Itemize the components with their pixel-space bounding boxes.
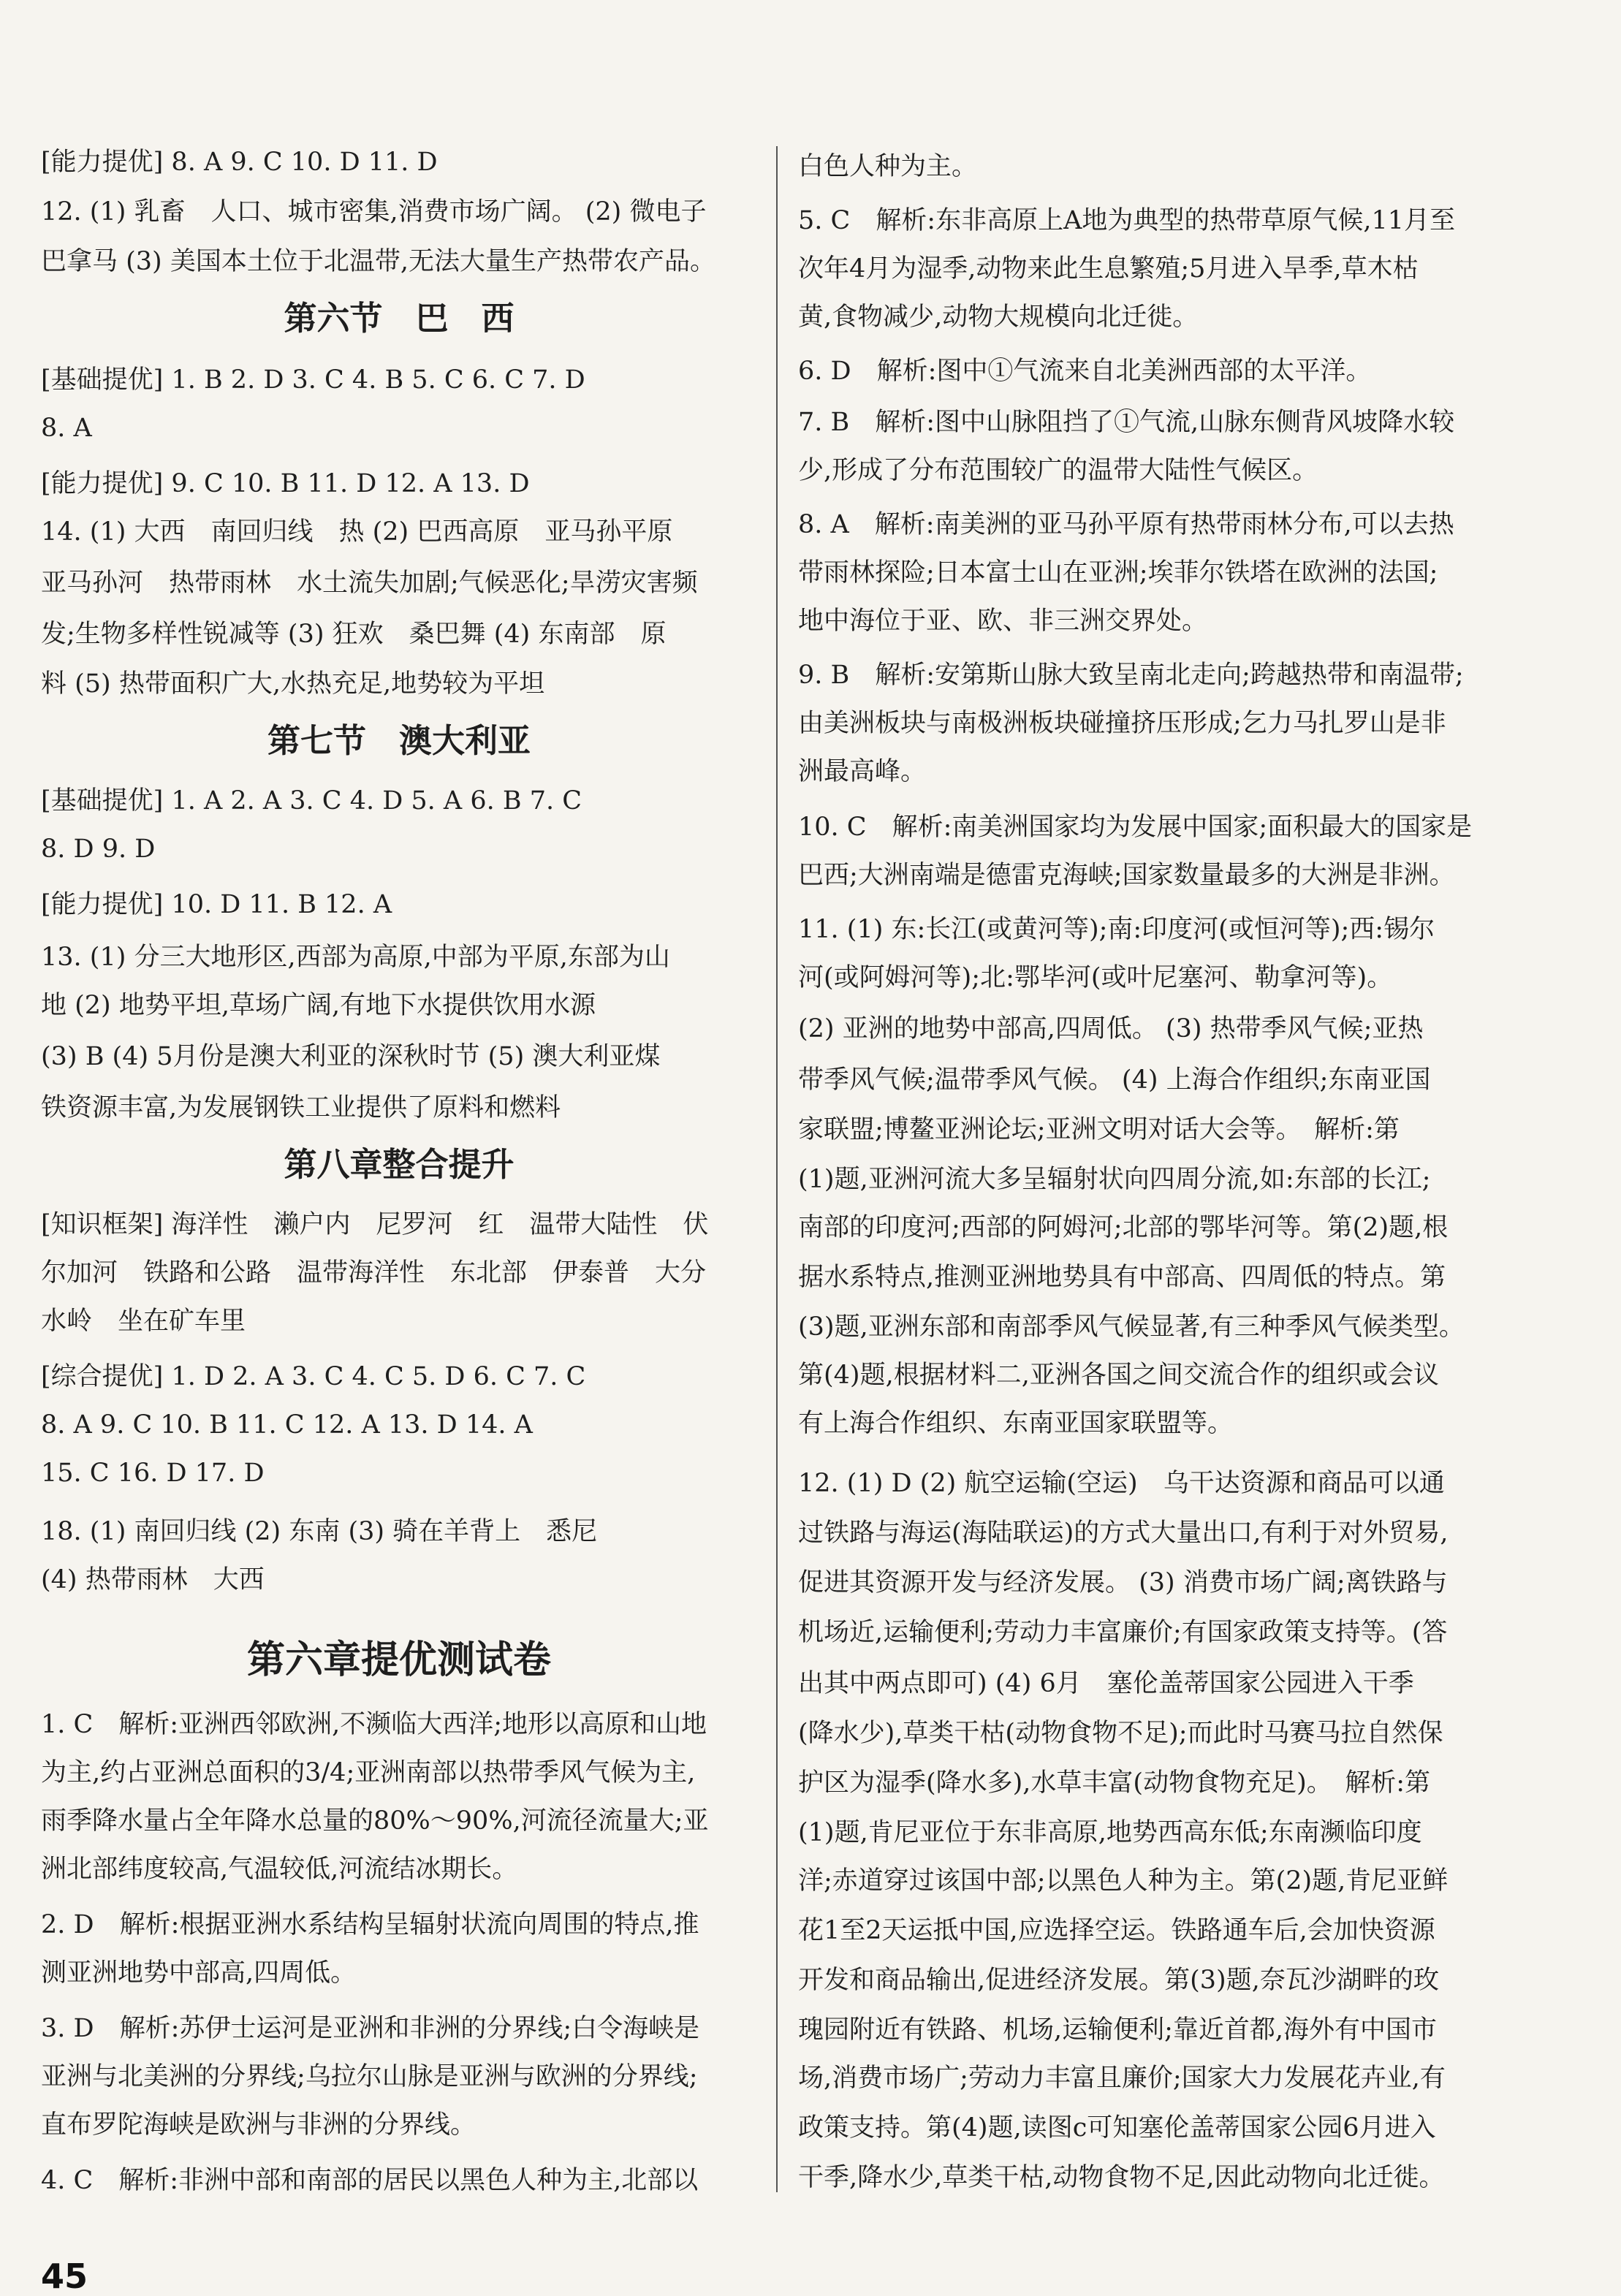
text-line: 过铁路与海运(海陆联运)的方式大量出口,有利于对外贸易, — [798, 1518, 1449, 1548]
text-line: 12. (1) 乳畜 人口、城市密集,消费市场广阔。 (2) 微电子 — [41, 197, 707, 227]
text-line: 巴拿马 (3) 美国本土位于北温带,无法大量生产热带农产品。 — [41, 247, 715, 276]
text-line: 促进其资源开发与经济发展。 (3) 消费市场广阔;离铁路与 — [798, 1568, 1448, 1597]
text-line: 发;生物多样性锐减等 (3) 狂欢 桑巴舞 (4) 东南部 原 — [41, 620, 667, 649]
text-line: 亚马孙河 热带雨林 水土流失加剧;气候恶化;旱涝灾害频 — [41, 569, 698, 598]
text-line: 带季风气候;温带季风气候。 (4) 上海合作组织;东南亚国 — [798, 1065, 1431, 1095]
text-line: 水岭 坐在矿车里 — [41, 1307, 246, 1336]
text-line: 亚洲与北美洲的分界线;乌拉尔山脉是亚洲与欧洲的分界线; — [41, 2062, 698, 2091]
text-line: 河(或阿姆河等);北:鄂毕河(或叶尼塞河、勒拿河等)。 — [798, 963, 1393, 992]
text-line: 测亚洲地势中部高,四周低。 — [41, 1958, 357, 1988]
text-line: 8. A — [41, 414, 92, 443]
text-line: (4) 热带雨林 大西 — [41, 1565, 265, 1594]
text-line: 开发和商品输出,促进经济发展。第(3)题,奈瓦沙湖畔的玫 — [798, 1966, 1439, 1995]
text-line: 次年4月为湿季,动物来此生息繁殖;5月进入旱季,草木枯 — [798, 254, 1419, 284]
column-divider — [776, 146, 778, 2192]
text-line: [基础提优] 1. A 2. A 3. C 4. D 5. A 6. B 7. C — [41, 786, 582, 816]
text-line: 9. B 解析:安第斯山脉大致呈南北走向;跨越热带和南温带; — [798, 661, 1464, 690]
text-line: (1)题,肯尼亚位于东非高原,地势西高东低;东南濒临印度 — [798, 1818, 1422, 1847]
text-line: 18. (1) 南回归线 (2) 东南 (3) 骑在羊背上 悉尼 — [41, 1517, 598, 1546]
text-line: (2) 亚洲的地势中部高,四周低。 (3) 热带季风气候;亚热 — [798, 1014, 1424, 1044]
text-line: 8. A 9. C 10. B 11. C 12. A 13. D 14. A — [41, 1410, 533, 1440]
text-line: 护区为湿季(降水多),水草丰富(动物食物充足)。 解析:第 — [798, 1768, 1431, 1798]
text-line: 第(4)题,根据材料二,亚洲各国之间交流合作的组织或会议 — [798, 1361, 1439, 1390]
text-line: 洲最高峰。 — [798, 757, 927, 786]
text-line: [基础提优] 1. B 2. D 3. C 4. B 5. C 6. C 7. D — [41, 365, 585, 395]
text-line: 洲北部纬度较高,气温较低,河流结冰期长。 — [41, 1855, 518, 1884]
text-line: 黄,食物减少,动物大规模向北迁徙。 — [798, 303, 1199, 332]
page-number: 45 — [41, 2257, 88, 2296]
text-line: [能力提优] 10. D 11. B 12. A — [41, 890, 392, 919]
text-line: 1. C 解析:亚洲西邻欧洲,不濒临大西洋;地形以高原和山地 — [41, 1710, 707, 1739]
text-line: 巴西;大洲南端是德雷克海峡;国家数量最多的大洲是非洲。 — [798, 861, 1455, 890]
text-line: 有上海合作组织、东南亚国家联盟等。 — [798, 1409, 1234, 1438]
text-line: 干季,降水少,草类干枯,动物食物不足,因此动物向北迁徙。 — [798, 2163, 1445, 2192]
text-line: 带雨林探险;日本富士山在亚洲;埃菲尔铁塔在欧洲的法国; — [798, 558, 1438, 588]
text-line: [能力提优] 9. C 10. B 11. D 12. A 13. D — [41, 469, 530, 498]
text-line: 8. D 9. D — [41, 835, 156, 864]
text-line: 地 (2) 地势平坦,草场广阔,有地下水提供饮用水源 — [41, 991, 596, 1020]
text-line: 瑰园附近有铁路、机场,运输便利;靠近首都,海外有中国市 — [798, 2015, 1438, 2045]
text-line: 地中海位于亚、欧、非三洲交界处。 — [798, 607, 1208, 636]
text-line: 尔加河 铁路和公路 温带海洋性 东北部 伊泰普 大分 — [41, 1258, 707, 1288]
text-line: 5. C 解析:东非高原上A地为典型的热带草原气候,11月至 — [798, 206, 1456, 235]
text-line: (3) B (4) 5月份是澳大利亚的深秋时节 (5) 澳大利亚煤 — [41, 1042, 661, 1071]
text-line: 南部的印度河;西部的阿姆河;北部的鄂毕河等。第(2)题,根 — [798, 1213, 1449, 1242]
text-line: 4. C 解析:非洲中部和南部的居民以黑色人种为主,北部以 — [41, 2166, 699, 2195]
text-line: [能力提优] 8. A 9. C 10. D 11. D — [41, 148, 438, 177]
text-line: 6. D 解析:图中①气流来自北美洲西部的太平洋。 — [798, 357, 1372, 386]
section-heading: 第六节 巴 西 — [284, 299, 515, 338]
text-line: 家联盟;博鳌亚洲论坛;亚洲文明对话大会等。 解析:第 — [798, 1115, 1400, 1144]
text-line: 7. B 解析:图中山脉阻挡了①气流,山脉东侧背风坡降水较 — [798, 408, 1455, 437]
text-line: 13. (1) 分三大地形区,西部为高原,中部为平原,东部为山 — [41, 943, 670, 972]
text-line: 为主,约占亚洲总面积的3/4;亚洲南部以热带季风气候为主, — [41, 1758, 696, 1787]
text-line: (降水少),草类干枯(动物食物不足);而此时马赛马拉自然保 — [798, 1719, 1443, 1748]
section-heading: 第七节 澳大利亚 — [267, 721, 531, 760]
text-line: 3. D 解析:苏伊士运河是亚洲和非洲的分界线;白令海峡是 — [41, 2014, 700, 2043]
text-line: 据水系特点,推测亚洲地势具有中部高、四周低的特点。第 — [798, 1263, 1446, 1292]
text-line: (3)题,亚洲东部和南部季风气候显著,有三种季风气候类型。 — [798, 1312, 1465, 1342]
text-line: 政策支持。第(4)题,读图c可知塞伦盖蒂国家公园6月进入 — [798, 2113, 1436, 2143]
text-line: 机场近,运输便利;劳动力丰富廉价;有国家政策支持等。(答 — [798, 1618, 1448, 1647]
section-heading: 第六章提优测试卷 — [246, 1638, 551, 1682]
text-line: 12. (1) D (2) 航空运输(空运) 乌干达资源和商品可以通 — [798, 1469, 1445, 1498]
text-line: 花1至2天运抵中国,应选择空运。铁路通车后,会加快资源 — [798, 1916, 1435, 1945]
text-line: 少,形成了分布范围较广的温带大陆性气候区。 — [798, 456, 1318, 485]
text-line: 白色人种为主。 — [798, 152, 978, 181]
section-heading: 第八章整合提升 — [284, 1145, 515, 1184]
text-line: 8. A 解析:南美洲的亚马孙平原有热带雨林分布,可以去热 — [798, 510, 1454, 539]
text-line: 由美洲板块与南极洲板块碰撞挤压形成;乞力马扎罗山是非 — [798, 709, 1446, 738]
text-line: (1)题,亚洲河流大多呈辐射状向四周分流,如:东部的长江; — [798, 1165, 1431, 1194]
text-line: 铁资源丰富,为发展钢铁工业提供了原料和燃料 — [41, 1093, 561, 1122]
text-line: 10. C 解析:南美洲国家均为发展中国家;面积最大的国家是 — [798, 813, 1473, 842]
text-line: 11. (1) 东:长江(或黄河等);南:印度河(或恒河等);西:锡尔 — [798, 915, 1435, 944]
text-line: 直布罗陀海峡是欧洲与非洲的分界线。 — [41, 2110, 477, 2140]
text-line: 14. (1) 大西 南回归线 热 (2) 巴西高原 亚马孙平原 — [41, 517, 673, 547]
text-line: 2. D 解析:根据亚洲水系结构呈辐射状流向周围的特点,推 — [41, 1910, 699, 1939]
text-line: 料 (5) 热带面积广大,水热充足,地势较为平坦 — [41, 669, 545, 699]
text-line: 15. C 16. D 17. D — [41, 1459, 265, 1488]
text-line: 出其中两点即可) (4) 6月 塞伦盖蒂国家公园进入干季 — [798, 1669, 1414, 1698]
text-line: 雨季降水量占全年降水总量的80%～90%,河流径流量大;亚 — [41, 1806, 709, 1836]
text-line: [综合提优] 1. D 2. A 3. C 4. C 5. D 6. C 7. C — [41, 1362, 586, 1391]
text-line: 洋;赤道穿过该国中部;以黑色人种为主。第(2)题,肯尼亚鲜 — [798, 1866, 1449, 1896]
text-line: [知识框架] 海洋性 濑户内 尼罗河 红 温带大陆性 伏 — [41, 1210, 709, 1239]
text-line: 场,消费市场广;劳动力丰富且廉价;国家大力发展花卉业,有 — [798, 2064, 1446, 2093]
